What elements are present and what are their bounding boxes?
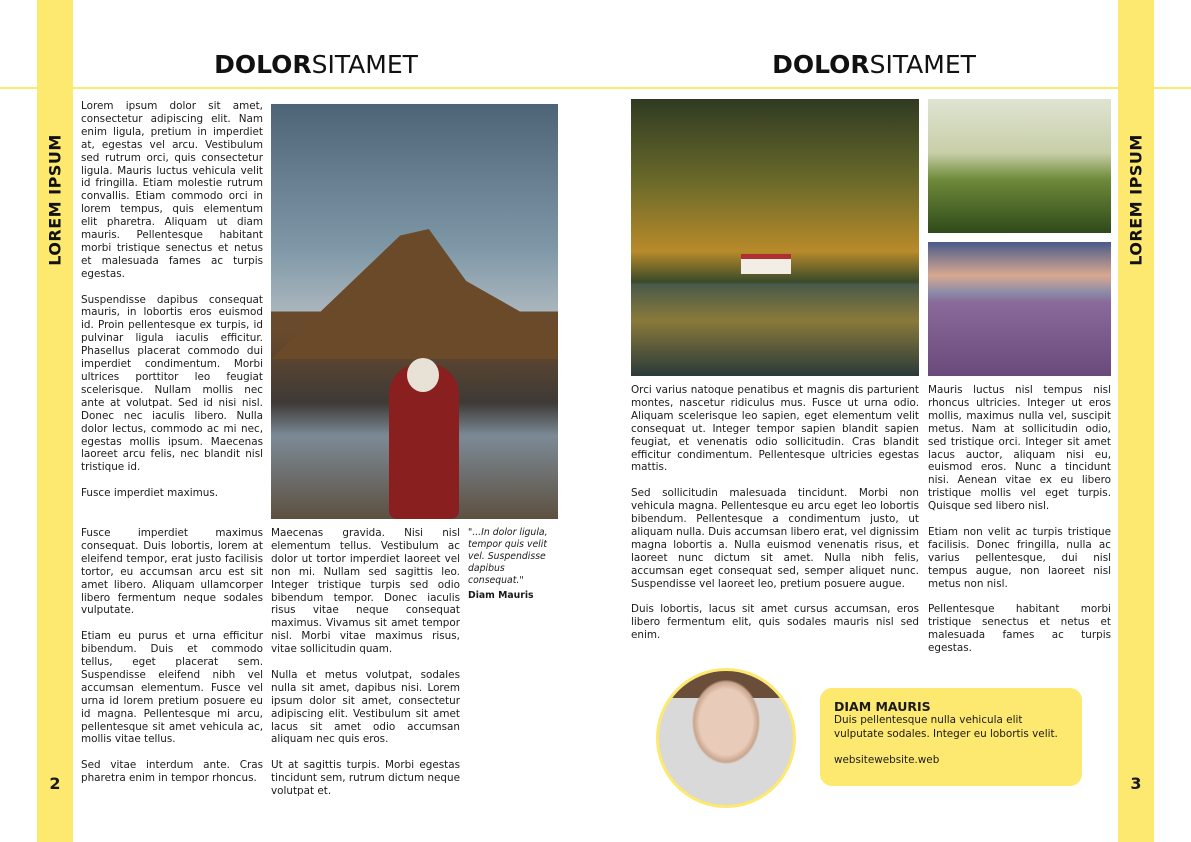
website-link[interactable]: websitewebsite.web [834, 754, 940, 766]
page-title [116, 50, 516, 79]
text-column [81, 100, 263, 513]
paragraph: Mauris luctus nisl tempus nisl rhoncus ultricies. Integer ut eros mollis, maximus nulla vel, suscipit metus. Nam at sollicitudin odio, sed tristique orci. Integer sit amet lacus auctor, aliquam nisi eu, euismod eros. Nunc a tincidunt nisi. Aenean vitae ex eu libero tristique mollis vel eget turpis. Quisque sed libero nisl. [928, 384, 1111, 513]
paragraph: Etiam non velit ac turpis tristique facilisis. Donec fringilla, nulla ac varius pellentesque, dui nisl tempus augue, non laoreet nisl metus non nisl. [928, 525, 1111, 590]
paragraph: Etiam eu purus et urna efficitur bibendum. Duis et commodo tellus, eget placerat sem. Suspendisse eleifend nibh vel accumsan elementum. Fusce vel urna id lorem pretium posuere eu id magna. Pellentesque mi arcu, pellentesque sit amet vehicula ac, mollis vitae tellus. [81, 630, 263, 746]
paragraph: Ut at sagittis turpis. Morbi egestas tincidunt sem, rutrum dictum neque volutpat et. [271, 759, 460, 798]
pull-quote [468, 527, 560, 602]
paragraph: Pellentesque habitant morbi tristique senectus et netus et malesuada fames ac turpis egestas. [928, 603, 1111, 655]
page-title [674, 50, 1074, 79]
quote-text: "...In dolor ligula, tempor quis velit vel. Suspendisse dapibus consequat." [468, 527, 548, 586]
quote-author: Diam Mauris [468, 590, 534, 601]
side-label: LOREM IPSUM [45, 134, 65, 266]
text-column [81, 527, 263, 798]
lake-house-photo [631, 99, 919, 376]
page-number: 3 [1130, 774, 1142, 793]
title-regular: SITAMET [869, 50, 976, 79]
paragraph: Fusce imperdiet maximus. [81, 487, 219, 500]
paragraph: Sed sollicitudin malesuada tincidunt. Morbi non vehicula magna. Pellentesque eu arcu eget leo lobortis bibendum. Pellentesque a condimentum justo, ut aliquam nulla. Duis accumsan libero erat, vel dignissim magna lobortis a. Nulla euismod venenatis risus, et laoreet nunc dictum sit amet. Nulla nibh felis, accumsan eget consequat sed, semper aliquet nunc. Suspendisse vel laoreet leo, pretium posuere augue. [631, 487, 919, 590]
hills-photo [928, 99, 1111, 233]
title-regular: SITAMET [311, 50, 418, 79]
header-rule [0, 87, 1191, 89]
title-bold: DOLOR [214, 50, 312, 79]
text-column [928, 384, 1111, 668]
profile-name: DIAM MAURIS [834, 699, 931, 714]
paragraph: Sed vitae interdum ante. Cras pharetra enim in tempor rhoncus. [81, 759, 263, 785]
profile-description: Duis pellentesque nulla vehicula elit vulputate sodales. Integer eu lobortis velit. [834, 714, 1058, 740]
page-number: 2 [49, 774, 61, 793]
paragraph: Maecenas gravida. Nisi nisl elementum tellus. Vestibulum ac dolor ut tortor imperdiet laoreet vel non mi. Nullam sed sagittis leo. Integer tristique turpis sed odio bibendum tempor. Donec iaculis risus vitae neque consequat maximus. Vivamus sit amet tempor nisl. Morbi vitae maximus risus, vitae sollicitudin quam. [271, 527, 460, 656]
text-column [631, 384, 919, 655]
paragraph: Fusce imperdiet maximus consequat. Duis lobortis, lorem at eleifend tempor, erat justo facilisis tortor, eu accumsan arcu est sit amet libero. Aliquam ullamcorper libero fermentum neque sodales vulputate. [81, 527, 263, 617]
title-bold: DOLOR [772, 50, 870, 79]
paragraph: Suspendisse dapibus consequat mauris, in lobortis eros euismod id. Proin pellentesque ex turpis, id pulvinar ligula iaculis efficitur. Phasellus placerat commodo dui imperdiet condimentum. Morbi ultrices porttitor leo feugiat scelerisque. Nullam mollis nec ante at volutpat. Sed id nisi nisl. Donec nec iaculis libero. Nulla dolor lectus, commodo ac mi nec, egestas mollis ipsum. Maecenas laoreet arcu felis, nec blandit nisl tristique id. [81, 293, 263, 474]
paragraph: Duis lobortis, lacus sit amet cursus accumsan, eros libero fermentum elit, quis sodales mauris nisl sed enim. [631, 603, 919, 642]
profile-card [820, 688, 1082, 786]
text-column [271, 527, 460, 811]
avatar [656, 668, 796, 808]
left-side-bar [37, 0, 73, 842]
paragraph: Lorem ipsum dolor sit amet, consectetur adipiscing elit. Nam enim ligula, pretium in imperdiet at, egestas vel arcu. Vestibulum sed rutrum orci, quis consectetur ligula. Mauris luctus vehicula velit id fringilla. Etiam molestie rutrum convallis. Etiam commodo orci in lorem tempus, quis elementum elit pharetra. Aliquam ut diam mauris. Pellentesque habitant morbi tristique senectus et netus et malesuada fames ac turpis egestas. [81, 100, 263, 280]
paragraph: Nulla et metus volutpat, sodales nulla sit amet, dapibus nisi. Lorem ipsum dolor sit amet, consectetur adipiscing elit. Vestibulum sit amet lacus sit amet odio accumsan aliquam nec quis eros. [271, 668, 460, 746]
right-side-bar [1118, 0, 1154, 842]
paragraph: Orci varius natoque penatibus et magnis dis parturient montes, nascetur ridiculus mus. Fusce ut urna odio. Aliquam scelerisque leo sapien, eget elementum velit consequat ut. Integer tempor sapien blandit sapien feugiat, et venenatis odio sollicitudin. Cras blandit efficitur condimentum. Pellentesque ultricies egestas mattis. [631, 384, 919, 474]
mountain-photo [271, 104, 558, 519]
side-label: LOREM IPSUM [1126, 134, 1146, 266]
lavender-field-photo [928, 242, 1111, 376]
